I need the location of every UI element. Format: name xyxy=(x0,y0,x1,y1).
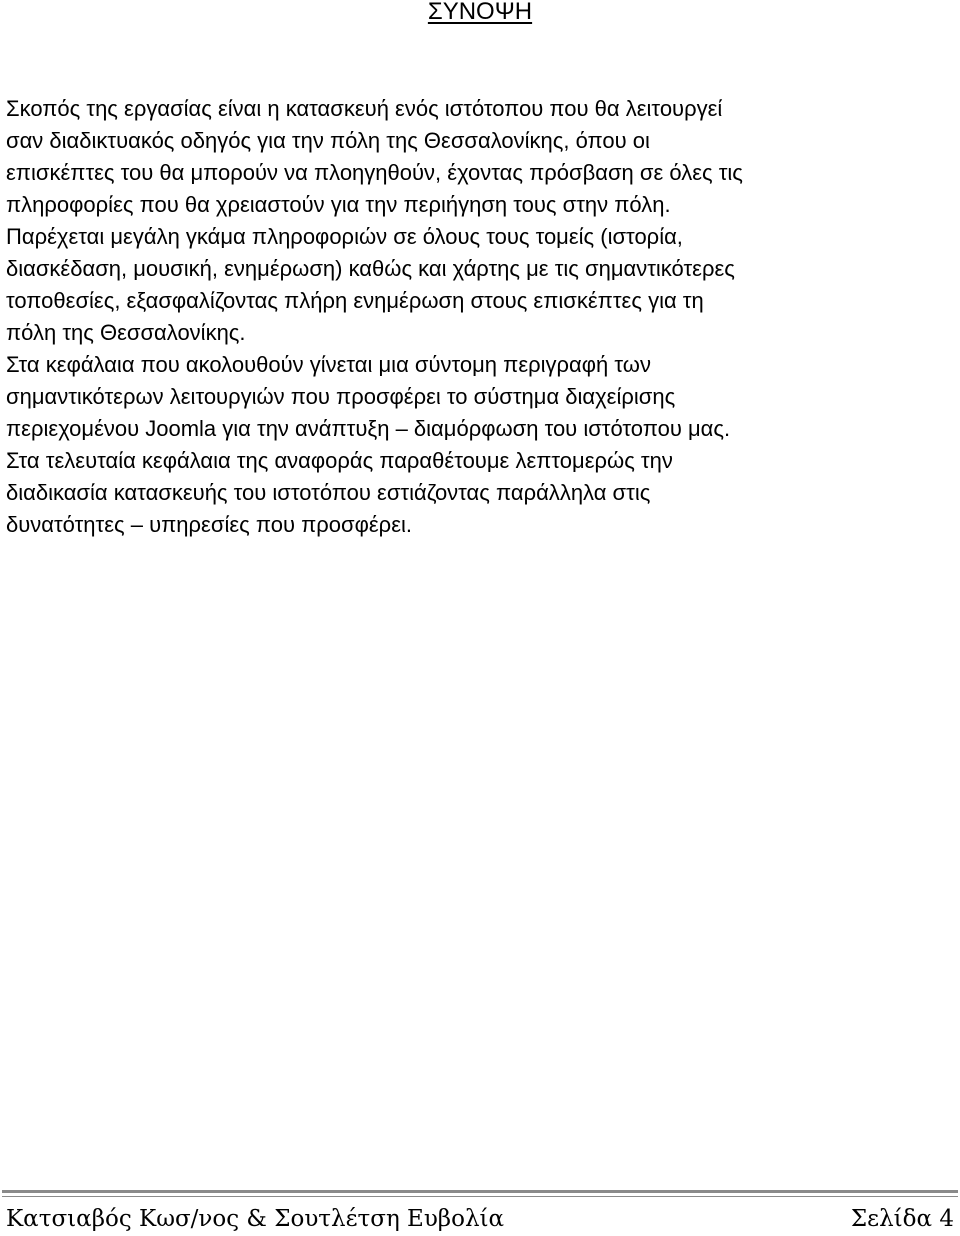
paragraph-line: διαδικασία κατασκευής του ιστοτόπου εστιάζοντας παράλληλα στις xyxy=(6,480,651,505)
paragraph-line: δυνατότητες – υπηρεσίες που προσφέρει. xyxy=(6,512,413,537)
page-number: Σελίδα 4 xyxy=(850,1206,954,1232)
footer-divider-thin xyxy=(2,1196,958,1197)
paragraph-line: Παρέχεται μεγάλη γκάμα πληροφοριών σε όλους τους τομείς (ιστορία, xyxy=(6,224,683,249)
paragraph-line: Στα κεφάλαια που ακολουθούν γίνεται μια σύντομη περιγραφή των xyxy=(6,352,651,377)
footer-divider xyxy=(2,1190,958,1193)
summary-paragraph xyxy=(6,93,956,541)
paragraph-line: πληροφορίες που θα χρειαστούν για την περιήγηση τους στην πόλη. xyxy=(6,192,671,217)
footer-authors: Κατσιαβός Κωσ/νος & Σουτλέτση Ευβολία xyxy=(6,1206,505,1232)
paragraph-line: σαν διαδικτυακός οδηγός για την πόλη της Θεσσαλονίκης, όπου οι xyxy=(6,128,650,153)
paragraph-line: περιεχομένου Joomla για την ανάπτυξη – διαμόρφωση του ιστότοπου μας. xyxy=(6,416,731,441)
paragraph-line: επισκέπτες του θα μπορούν να πλοηγηθούν, έχοντας πρόσβαση σε όλες τις xyxy=(6,160,743,185)
paragraph-line: σημαντικότερων λειτουργιών που προσφέρει το σύστημα διαχείρισης xyxy=(6,384,676,409)
paragraph-line: τοποθεσίες, εξασφαλίζοντας πλήρη ενημέρωση στους επισκέπτες για τη xyxy=(6,288,704,313)
paragraph-line: Στα τελευταία κεφάλαια της αναφοράς παραθέτουμε λεπτομερώς την xyxy=(6,448,673,473)
paragraph-line: πόλη της Θεσσαλονίκης. xyxy=(6,320,246,345)
paragraph-line: διασκέδαση, μουσική, ενημέρωση) καθώς και χάρτης με τις σημαντικότερες xyxy=(6,256,735,281)
page-title: ΣΥΝΟΨΗ xyxy=(427,0,533,25)
paragraph-line: Σκοπός της εργασίας είναι η κατασκευή ενός ιστότοπου που θα λειτουργεί xyxy=(6,96,723,121)
page-footer xyxy=(6,1203,954,1235)
